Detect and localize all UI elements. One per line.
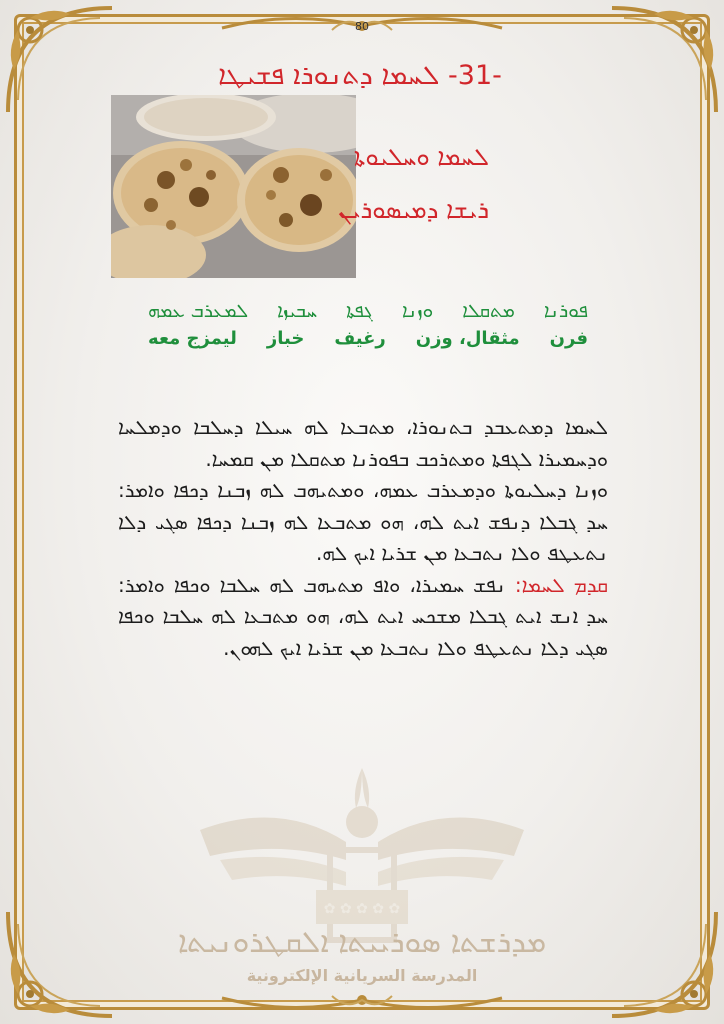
bottom-ornament	[212, 984, 512, 1018]
page-number: 80	[355, 20, 369, 33]
vocab-syriac-item: ܠܡܥܪܒ ܥܡܗ	[148, 300, 249, 322]
paragraph-3-lead: ܩܕܡ ܠܚܡܐ:	[514, 572, 609, 597]
vocab-arabic-item: ليمزج معه	[148, 328, 237, 349]
corner-ornament	[604, 904, 724, 1024]
vocab-syriac-item: ܦܘܪܢܐ	[543, 300, 588, 322]
vocab-arabic-item: فرن	[549, 328, 588, 349]
vocab-syriac-item: ܓܦܬܐ	[346, 300, 373, 322]
paragraph-2: ܘܙܢܐ ܕܚܠܝܘܬܐ ܘܕܡܥܪܒ ܥܡܗ، ܘܡܬܝܗܒ ܠܗ ܙܒܢܐ ܕܟܦܐ ܘܐܡܪ: ܚܕ ܓܒܠܐ ܕܢܦܫ ܐܝܬ ܠܗ، ܗܘ ܡܬܒܥܐ ܠܗ ܙܒܢܐ ܕܟܦܐ ܣܓܝ ܕܠܐ ܢܬܥܛܦ ܘܠܐ ܢܬܒܥܐ ܡܢ ܫܪܝܐ ܐܝܟ ܠܗ.	[118, 478, 608, 565]
recipe-body	[118, 412, 608, 664]
paragraph-3	[118, 570, 608, 665]
svg-text:✿ ✿ ✿ ✿ ✿: ✿ ✿ ✿ ✿ ✿	[323, 901, 401, 917]
ingredients-arabic-row	[148, 328, 588, 349]
vocab-arabic-item: رغيف	[334, 328, 386, 349]
school-name-syriac: ܡܕܪܫܬܐ ܣܘܪܝܝܬܐ ܐܠܩܛܪܘܢܝܬܐ	[177, 925, 547, 960]
recipe-subtitle-2: ܪܝܫܐ ܕܡܝܣܘܪܝܢ	[338, 196, 489, 224]
ingredients-syriac-row	[148, 300, 588, 322]
corner-ornament	[0, 0, 120, 120]
corner-ornament	[604, 0, 724, 120]
vocab-syriac-item: ܡܬܩܠܐ	[462, 300, 515, 322]
school-logo-watermark	[180, 760, 544, 950]
vocab-syriac-item: ܘܙܢܐ	[401, 300, 434, 322]
recipe-title: -31- ܠܚܡܐ ܕܬܢܘܪܐ ܦܫܝܛܐ	[218, 60, 502, 91]
vocab-syriac-item: ܚܒܝܙܐ	[277, 300, 318, 322]
vocab-arabic-item: مثقال، وزن	[415, 328, 520, 349]
paragraph-1: ܠܚܡܐ ܕܡܬܥܒܕ ܒܬܢܘܪܐ، ܡܬܒܥܐ ܠܗ ܚܝܠܐ ܕܚܠܒܐ ܘܕܡܠܚܐ ܘܕܚܡܝܪܐ ܠܓܦܬܐ ܘܡܬܪܟܒ ܒܦܘܪܢܐ ܡܬܩܠܐ ܡܢ ܩܡܚܐ.	[118, 415, 608, 471]
recipe-subtitle-1: ܠܚܡܐ ܘܚܠܝܘܬܐ	[353, 143, 489, 171]
bread-photo	[111, 95, 356, 278]
ingredients-vocabulary	[148, 300, 588, 349]
paragraph-3-text: ܢܦܫ ܚܡܝܪܐ، ܘܐܦ ܡܬܝܗܒ ܠܗ ܚܠܒܐ ܘܟܦܐ ܘܐܡܪ: ܚܕ ܐܢܫ ܐܝܬ ܓܒܠܐ ܡܫܟܚ ܐܝܬ ܠܗ، ܗܘ ܡܬܒܥܐ ܠܗ ܚܠܒܐ ܘܟܦܐ ܣܓܝ ܕܠܐ ܢܬܥܛܦ ܘܠܐ ܢܬܒܥܐ ܡܢ ܫܪܝܐ ܐܝܟ ܠܗܘܢ.	[118, 572, 608, 660]
school-name-arabic: المدرسة السريانية الإلكترونية	[246, 966, 478, 985]
corner-ornament	[0, 904, 120, 1024]
vocab-arabic-item: خباز	[266, 328, 305, 349]
